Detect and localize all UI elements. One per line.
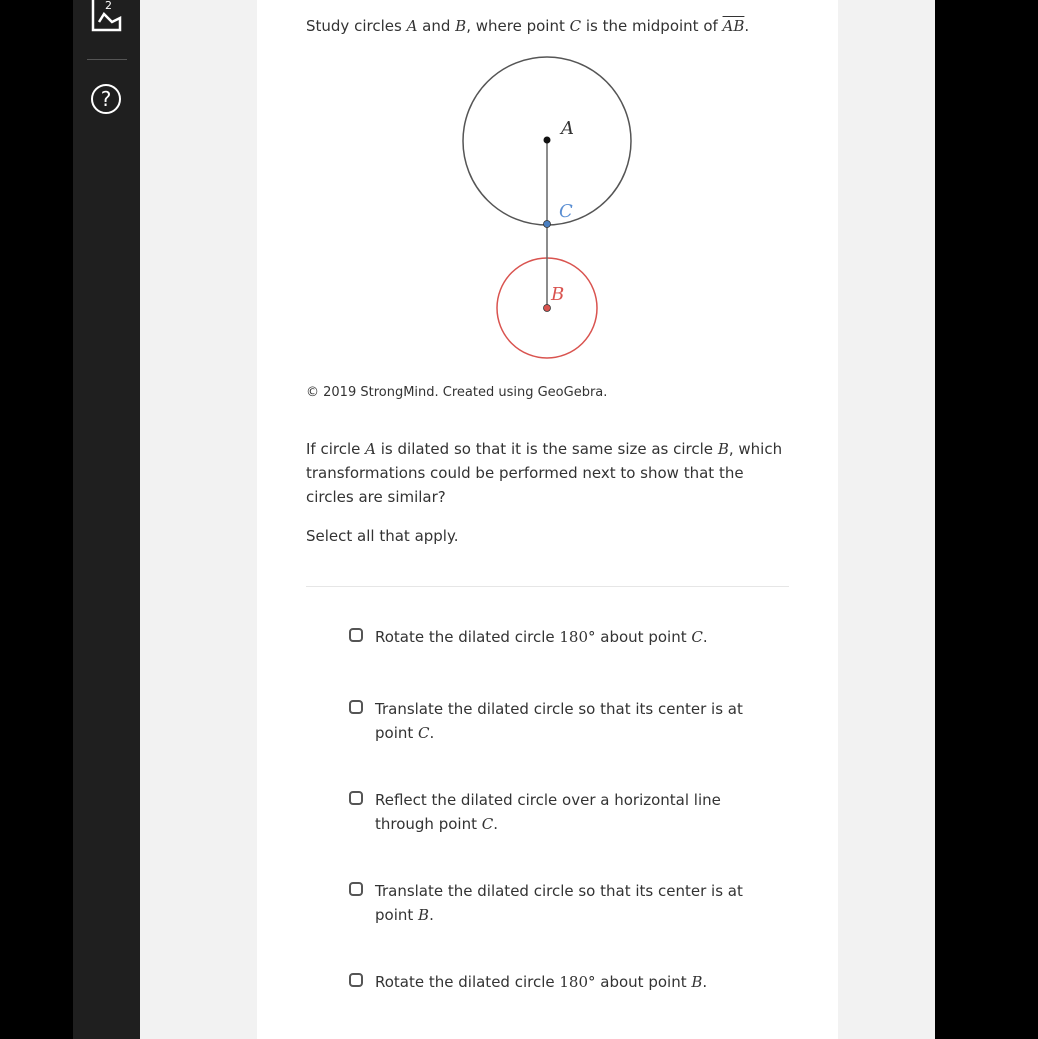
tool-badge: 2 bbox=[105, 0, 112, 12]
question-instruction: Select all that apply. bbox=[306, 527, 459, 545]
help-icon[interactable]: ? bbox=[91, 84, 121, 114]
right-gutter bbox=[838, 0, 935, 1039]
label-c: C bbox=[559, 201, 573, 222]
option-4-checkbox[interactable] bbox=[349, 882, 363, 896]
rail-divider bbox=[87, 59, 127, 60]
point-a bbox=[544, 137, 551, 144]
option-1-label[interactable]: Rotate the dilated circle 180° about point C. bbox=[375, 628, 708, 646]
image-credit: © 2019 StrongMind. Created using GeoGebra. bbox=[306, 385, 608, 400]
label-b: B bbox=[551, 284, 565, 305]
divider bbox=[306, 586, 789, 587]
option-3-label[interactable]: Reflect the dilated circle over a horizontal line through point C. bbox=[375, 791, 721, 833]
option-3-checkbox[interactable] bbox=[349, 791, 363, 805]
option-2-checkbox[interactable] bbox=[349, 700, 363, 714]
question-card bbox=[257, 0, 838, 1039]
option-5-checkbox[interactable] bbox=[349, 973, 363, 987]
point-c bbox=[544, 221, 551, 228]
label-a: A bbox=[561, 118, 574, 139]
circles-figure bbox=[457, 50, 642, 365]
option-4-label[interactable]: Translate the dilated circle so that its center is at point B. bbox=[375, 882, 743, 924]
question-prompt: If circle A is dilated so that it is the same size as circle B, which transformations could be performed next to show that the circles are similar? bbox=[306, 440, 783, 506]
option-5-label[interactable]: Rotate the dilated circle 180° about point B. bbox=[375, 973, 708, 991]
point-b bbox=[544, 305, 551, 312]
option-2-label[interactable]: Translate the dilated circle so that its center is at point C. bbox=[375, 700, 743, 742]
option-1-checkbox[interactable] bbox=[349, 628, 363, 642]
side-rail bbox=[73, 0, 140, 1039]
left-gutter bbox=[140, 0, 257, 1039]
question-intro: Study circles A and B, where point C is the midpoint of $\overline{AB}$. bbox=[306, 17, 750, 35]
